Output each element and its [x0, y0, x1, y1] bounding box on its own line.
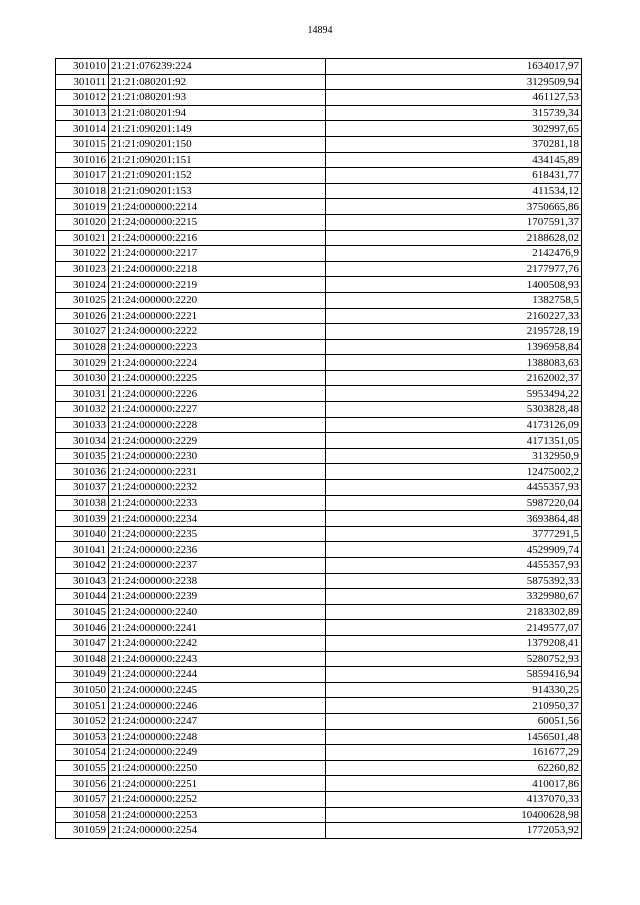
- row-number-cell: 301059: [56, 823, 109, 839]
- value-cell: 370281,18: [326, 136, 582, 152]
- cadastral-number-cell: 21:24:000000:2244: [109, 667, 326, 683]
- table-row: [56, 480, 582, 496]
- table-row: [56, 651, 582, 667]
- row-number-cell: 301014: [56, 121, 109, 137]
- value-cell: 411534,12: [326, 183, 582, 199]
- cadastral-number-cell: 21:21:090201:153: [109, 183, 326, 199]
- value-cell: 12475002,2: [326, 464, 582, 480]
- cadastral-number-cell: 21:24:000000:2252: [109, 791, 326, 807]
- row-number-cell: 301018: [56, 183, 109, 199]
- table-row: [56, 417, 582, 433]
- table-row: [56, 355, 582, 371]
- row-number-cell: 301055: [56, 760, 109, 776]
- table-row: [56, 791, 582, 807]
- row-number-cell: 301052: [56, 713, 109, 729]
- table-row: [56, 558, 582, 574]
- table-row: [56, 511, 582, 527]
- value-cell: 1707591,37: [326, 214, 582, 230]
- value-cell: 3132950,9: [326, 448, 582, 464]
- table-row: [56, 152, 582, 168]
- row-number-cell: 301028: [56, 339, 109, 355]
- value-cell: 5875392,33: [326, 573, 582, 589]
- row-number-cell: 301024: [56, 277, 109, 293]
- cadastral-number-cell: 21:24:000000:2219: [109, 277, 326, 293]
- value-cell: 410017,86: [326, 776, 582, 792]
- value-cell: 4455357,93: [326, 558, 582, 574]
- cadastral-number-cell: 21:24:000000:2218: [109, 261, 326, 277]
- value-cell: 461127,53: [326, 90, 582, 106]
- cadastral-number-cell: 21:24:000000:2216: [109, 230, 326, 246]
- value-cell: 1388083,63: [326, 355, 582, 371]
- row-number-cell: 301051: [56, 698, 109, 714]
- table-row: [56, 246, 582, 262]
- row-number-cell: 301019: [56, 199, 109, 215]
- row-number-cell: 301013: [56, 105, 109, 121]
- table-row: [56, 823, 582, 839]
- cadastral-number-cell: 21:24:000000:2243: [109, 651, 326, 667]
- page-number: 14894: [307, 25, 333, 36]
- table-row: [56, 324, 582, 340]
- row-number-cell: 301057: [56, 791, 109, 807]
- cadastral-number-cell: 21:21:090201:152: [109, 168, 326, 184]
- cadastral-value-table: [55, 58, 582, 839]
- value-cell: 315739,34: [326, 105, 582, 121]
- value-cell: 5987220,04: [326, 495, 582, 511]
- table-row: [56, 698, 582, 714]
- row-number-cell: 301054: [56, 745, 109, 761]
- row-number-cell: 301056: [56, 776, 109, 792]
- cadastral-number-cell: 21:24:000000:2214: [109, 199, 326, 215]
- cadastral-number-cell: 21:24:000000:2234: [109, 511, 326, 527]
- table-row: [56, 121, 582, 137]
- value-cell: 1772053,92: [326, 823, 582, 839]
- table-row: [56, 573, 582, 589]
- cadastral-number-cell: 21:24:000000:2232: [109, 480, 326, 496]
- cadastral-number-cell: 21:24:000000:2220: [109, 292, 326, 308]
- value-cell: 4137070,33: [326, 791, 582, 807]
- row-number-cell: 301043: [56, 573, 109, 589]
- cadastral-number-cell: 21:24:000000:2222: [109, 324, 326, 340]
- row-number-cell: 301010: [56, 59, 109, 75]
- table-row: [56, 90, 582, 106]
- row-number-cell: 301011: [56, 74, 109, 90]
- value-cell: 2162002,37: [326, 370, 582, 386]
- cadastral-number-cell: 21:24:000000:2235: [109, 526, 326, 542]
- row-number-cell: 301026: [56, 308, 109, 324]
- cadastral-number-cell: 21:21:090201:150: [109, 136, 326, 152]
- value-cell: 434145,89: [326, 152, 582, 168]
- cadastral-number-cell: 21:24:000000:2228: [109, 417, 326, 433]
- value-cell: 4171351,05: [326, 433, 582, 449]
- cadastral-number-cell: 21:24:000000:2246: [109, 698, 326, 714]
- table-row: [56, 214, 582, 230]
- row-number-cell: 301029: [56, 355, 109, 371]
- row-number-cell: 301021: [56, 230, 109, 246]
- table-row: [56, 620, 582, 636]
- value-cell: 10400628,98: [326, 807, 582, 823]
- cadastral-number-cell: 21:24:000000:2229: [109, 433, 326, 449]
- row-number-cell: 301041: [56, 542, 109, 558]
- value-cell: 3750665,86: [326, 199, 582, 215]
- cadastral-number-cell: 21:24:000000:2236: [109, 542, 326, 558]
- table-row: [56, 776, 582, 792]
- row-number-cell: 301035: [56, 448, 109, 464]
- row-number-cell: 301015: [56, 136, 109, 152]
- row-number-cell: 301040: [56, 526, 109, 542]
- row-number-cell: 301030: [56, 370, 109, 386]
- value-cell: 3129509,94: [326, 74, 582, 90]
- row-number-cell: 301058: [56, 807, 109, 823]
- row-number-cell: 301016: [56, 152, 109, 168]
- table-row: [56, 667, 582, 683]
- table-row: [56, 589, 582, 605]
- value-cell: 1379208,41: [326, 635, 582, 651]
- cadastral-number-cell: 21:24:000000:2237: [109, 558, 326, 574]
- row-number-cell: 301033: [56, 417, 109, 433]
- table-row: [56, 230, 582, 246]
- cadastral-number-cell: 21:24:000000:2231: [109, 464, 326, 480]
- table-row: [56, 760, 582, 776]
- table-row: [56, 183, 582, 199]
- row-number-cell: 301045: [56, 604, 109, 620]
- cadastral-number-cell: 21:24:000000:2248: [109, 729, 326, 745]
- cadastral-number-cell: 21:21:080201:94: [109, 105, 326, 121]
- table-row: [56, 277, 582, 293]
- table-row: [56, 433, 582, 449]
- table-body: [56, 59, 582, 839]
- row-number-cell: 301048: [56, 651, 109, 667]
- value-cell: 914330,25: [326, 682, 582, 698]
- value-cell: 5859416,94: [326, 667, 582, 683]
- table-row: [56, 495, 582, 511]
- row-number-cell: 301034: [56, 433, 109, 449]
- cadastral-number-cell: 21:24:000000:2223: [109, 339, 326, 355]
- value-cell: 2183302,89: [326, 604, 582, 620]
- table-row: [56, 199, 582, 215]
- value-cell: 5303828,48: [326, 402, 582, 418]
- value-cell: 4529909,74: [326, 542, 582, 558]
- cadastral-number-cell: 21:24:000000:2226: [109, 386, 326, 402]
- cadastral-number-cell: 21:24:000000:2241: [109, 620, 326, 636]
- value-cell: 2195728,19: [326, 324, 582, 340]
- table-row: [56, 713, 582, 729]
- value-cell: 4173126,09: [326, 417, 582, 433]
- cadastral-number-cell: 21:24:000000:2250: [109, 760, 326, 776]
- value-cell: 210950,37: [326, 698, 582, 714]
- table-row: [56, 136, 582, 152]
- row-number-cell: 301012: [56, 90, 109, 106]
- cadastral-number-cell: 21:24:000000:2242: [109, 635, 326, 651]
- table-row: [56, 308, 582, 324]
- value-cell: 1634017,97: [326, 59, 582, 75]
- row-number-cell: 301036: [56, 464, 109, 480]
- table-row: [56, 370, 582, 386]
- table-row: [56, 807, 582, 823]
- value-cell: 1456501,48: [326, 729, 582, 745]
- table-row: [56, 261, 582, 277]
- value-cell: 2160227,33: [326, 308, 582, 324]
- value-cell: 618431,77: [326, 168, 582, 184]
- value-cell: 4455357,93: [326, 480, 582, 496]
- row-number-cell: 301020: [56, 214, 109, 230]
- cadastral-number-cell: 21:24:000000:2233: [109, 495, 326, 511]
- value-cell: 302997,65: [326, 121, 582, 137]
- cadastral-number-cell: 21:24:000000:2217: [109, 246, 326, 262]
- table-row: [56, 386, 582, 402]
- cadastral-number-cell: 21:24:000000:2240: [109, 604, 326, 620]
- table-row: [56, 635, 582, 651]
- cadastral-number-cell: 21:24:000000:2254: [109, 823, 326, 839]
- row-number-cell: 301027: [56, 324, 109, 340]
- value-cell: 2177977,76: [326, 261, 582, 277]
- table-row: [56, 448, 582, 464]
- table-row: [56, 729, 582, 745]
- value-cell: 5280752,93: [326, 651, 582, 667]
- value-cell: 60051,56: [326, 713, 582, 729]
- cadastral-number-cell: 21:24:000000:2238: [109, 573, 326, 589]
- row-number-cell: 301032: [56, 402, 109, 418]
- value-cell: 1400508,93: [326, 277, 582, 293]
- row-number-cell: 301031: [56, 386, 109, 402]
- table-row: [56, 526, 582, 542]
- cadastral-number-cell: 21:21:080201:92: [109, 74, 326, 90]
- cadastral-number-cell: 21:21:080201:93: [109, 90, 326, 106]
- value-cell: 3329980,67: [326, 589, 582, 605]
- cadastral-number-cell: 21:24:000000:2227: [109, 402, 326, 418]
- row-number-cell: 301022: [56, 246, 109, 262]
- row-number-cell: 301047: [56, 635, 109, 651]
- table-row: [56, 745, 582, 761]
- row-number-cell: 301046: [56, 620, 109, 636]
- value-cell: 62260,82: [326, 760, 582, 776]
- value-cell: 2142476,9: [326, 246, 582, 262]
- table-row: [56, 59, 582, 75]
- cadastral-number-cell: 21:21:090201:149: [109, 121, 326, 137]
- row-number-cell: 301049: [56, 667, 109, 683]
- row-number-cell: 301017: [56, 168, 109, 184]
- value-cell: 3777291,5: [326, 526, 582, 542]
- table-row: [56, 464, 582, 480]
- table-row: [56, 402, 582, 418]
- cadastral-number-cell: 21:24:000000:2253: [109, 807, 326, 823]
- row-number-cell: 301050: [56, 682, 109, 698]
- cadastral-number-cell: 21:24:000000:2249: [109, 745, 326, 761]
- value-cell: 1396958,84: [326, 339, 582, 355]
- row-number-cell: 301053: [56, 729, 109, 745]
- value-cell: 1382758,5: [326, 292, 582, 308]
- cadastral-number-cell: 21:24:000000:2215: [109, 214, 326, 230]
- value-cell: 161677,29: [326, 745, 582, 761]
- cadastral-number-cell: 21:24:000000:2247: [109, 713, 326, 729]
- cadastral-number-cell: 21:24:000000:2221: [109, 308, 326, 324]
- cadastral-number-cell: 21:24:000000:2251: [109, 776, 326, 792]
- table-row: [56, 105, 582, 121]
- cadastral-number-cell: 21:24:000000:2224: [109, 355, 326, 371]
- value-cell: 5953494,22: [326, 386, 582, 402]
- row-number-cell: 301023: [56, 261, 109, 277]
- value-cell: 2188628,02: [326, 230, 582, 246]
- cadastral-number-cell: 21:24:000000:2239: [109, 589, 326, 605]
- row-number-cell: 301042: [56, 558, 109, 574]
- table-row: [56, 542, 582, 558]
- table-row: [56, 682, 582, 698]
- table-row: [56, 339, 582, 355]
- cadastral-number-cell: 21:24:000000:2245: [109, 682, 326, 698]
- table-row: [56, 74, 582, 90]
- table-row: [56, 604, 582, 620]
- value-cell: 3693864,48: [326, 511, 582, 527]
- row-number-cell: 301044: [56, 589, 109, 605]
- row-number-cell: 301025: [56, 292, 109, 308]
- row-number-cell: 301039: [56, 511, 109, 527]
- cadastral-number-cell: 21:24:000000:2225: [109, 370, 326, 386]
- cadastral-number-cell: 21:21:076239:224: [109, 59, 326, 75]
- cadastral-number-cell: 21:21:090201:151: [109, 152, 326, 168]
- value-cell: 2149577,07: [326, 620, 582, 636]
- table-row: [56, 168, 582, 184]
- cadastral-number-cell: 21:24:000000:2230: [109, 448, 326, 464]
- table-row: [56, 292, 582, 308]
- row-number-cell: 301038: [56, 495, 109, 511]
- row-number-cell: 301037: [56, 480, 109, 496]
